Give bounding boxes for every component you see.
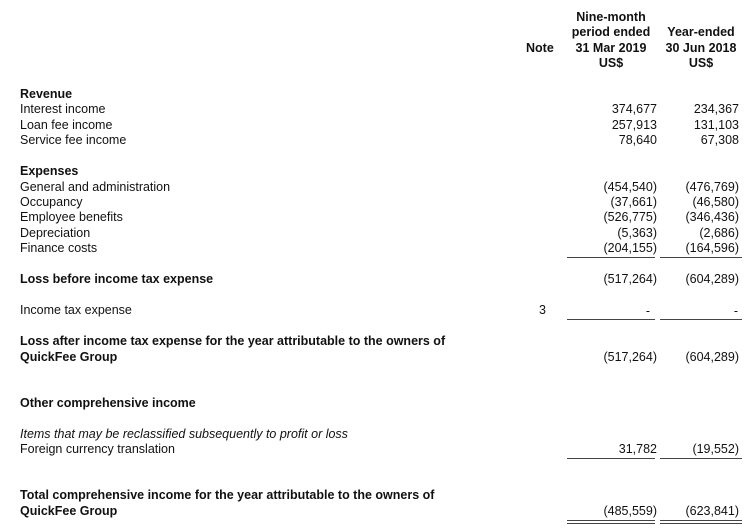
income-tax-label: Income tax expense	[20, 303, 132, 317]
expense-row-c2: (46,580)	[692, 195, 739, 209]
subtotal-rule	[567, 458, 655, 459]
expense-row-label: Finance costs	[20, 241, 98, 255]
expense-row-c1: (204,155)	[603, 241, 657, 255]
col2-header-line1: Year-ended	[667, 25, 735, 39]
total-label-line1: Total comprehensive income for the year attributable to the owners of	[20, 488, 435, 502]
loss-before-tax-c1: (517,264)	[603, 272, 657, 286]
expense-row-c1: (5,363)	[617, 226, 657, 240]
expenses-heading: Expenses	[20, 164, 79, 178]
col1-header-unit: US$	[598, 56, 624, 70]
col1-header-line1: Nine-month	[576, 10, 646, 24]
loss-after-tax-label-line1: Loss after income tax expense for the year attributable to the owners of	[20, 334, 446, 348]
revenue-row-label: Loan fee income	[20, 118, 113, 132]
loss-before-tax-c2: (604,289)	[685, 272, 739, 286]
income-tax-note: 3	[539, 303, 546, 317]
loss-after-tax-c1: (517,264)	[603, 350, 657, 364]
loss-after-tax-label-line2: QuickFee Group	[20, 350, 118, 364]
expense-row-c2: (2,686)	[699, 226, 739, 240]
income-tax-c2: -	[733, 304, 738, 318]
expense-row-c1: (37,661)	[610, 195, 657, 209]
fx-translation-c1: 31,782	[618, 442, 657, 456]
revenue-row-c1: 257,913	[611, 118, 657, 132]
expense-row-c1: (454,540)	[603, 180, 657, 194]
col1-header-line2: period ended	[571, 25, 651, 39]
subtotal-rule	[660, 458, 742, 459]
expense-row-label: Occupancy	[20, 195, 83, 209]
revenue-row-c1: 374,677	[611, 102, 657, 116]
subtotal-rule	[660, 319, 742, 320]
expense-row-c2: (164,596)	[685, 241, 739, 255]
total-label-line2: QuickFee Group	[20, 504, 118, 518]
note-column-header: Note	[526, 41, 554, 55]
col1-header-line3: 31 Mar 2019	[575, 41, 647, 55]
total-c2: (623,841)	[685, 504, 739, 518]
expense-row-label: General and administration	[20, 180, 171, 194]
revenue-row-label: Service fee income	[20, 133, 127, 147]
subtotal-rule	[567, 319, 655, 320]
col2-header-unit: US$	[688, 56, 714, 70]
fx-translation-label: Foreign currency translation	[20, 442, 175, 456]
revenue-row-c2: 131,103	[693, 118, 739, 132]
expense-row-c1: (526,775)	[603, 210, 657, 224]
col2-header-line2: 30 Jun 2018	[665, 41, 737, 55]
revenue-row-c2: 234,367	[693, 102, 739, 116]
total-c1: (485,559)	[603, 504, 657, 518]
subtotal-rule	[660, 257, 742, 258]
revenue-heading: Revenue	[20, 87, 73, 101]
total-rule-top	[660, 520, 742, 521]
expense-row-label: Depreciation	[20, 226, 91, 240]
subtotal-rule	[567, 257, 655, 258]
loss-after-tax-c2: (604,289)	[685, 350, 739, 364]
income-tax-c1: -	[645, 304, 650, 318]
oci-heading: Other comprehensive income	[20, 396, 196, 410]
total-rule-bottom	[567, 523, 655, 524]
expense-row-label: Employee benefits	[20, 210, 123, 224]
revenue-row-label: Interest income	[20, 102, 106, 116]
expense-row-c2: (346,436)	[685, 210, 739, 224]
total-rule-top	[567, 520, 655, 521]
revenue-row-c1: 78,640	[618, 133, 657, 147]
expense-row-c2: (476,769)	[685, 180, 739, 194]
revenue-row-c2: 67,308	[700, 133, 739, 147]
fx-translation-c2: (19,552)	[692, 442, 739, 456]
oci-subheading: Items that may be reclassified subsequently to profit or loss	[20, 427, 348, 441]
total-rule-bottom	[660, 523, 742, 524]
loss-before-tax-label: Loss before income tax expense	[20, 272, 214, 286]
